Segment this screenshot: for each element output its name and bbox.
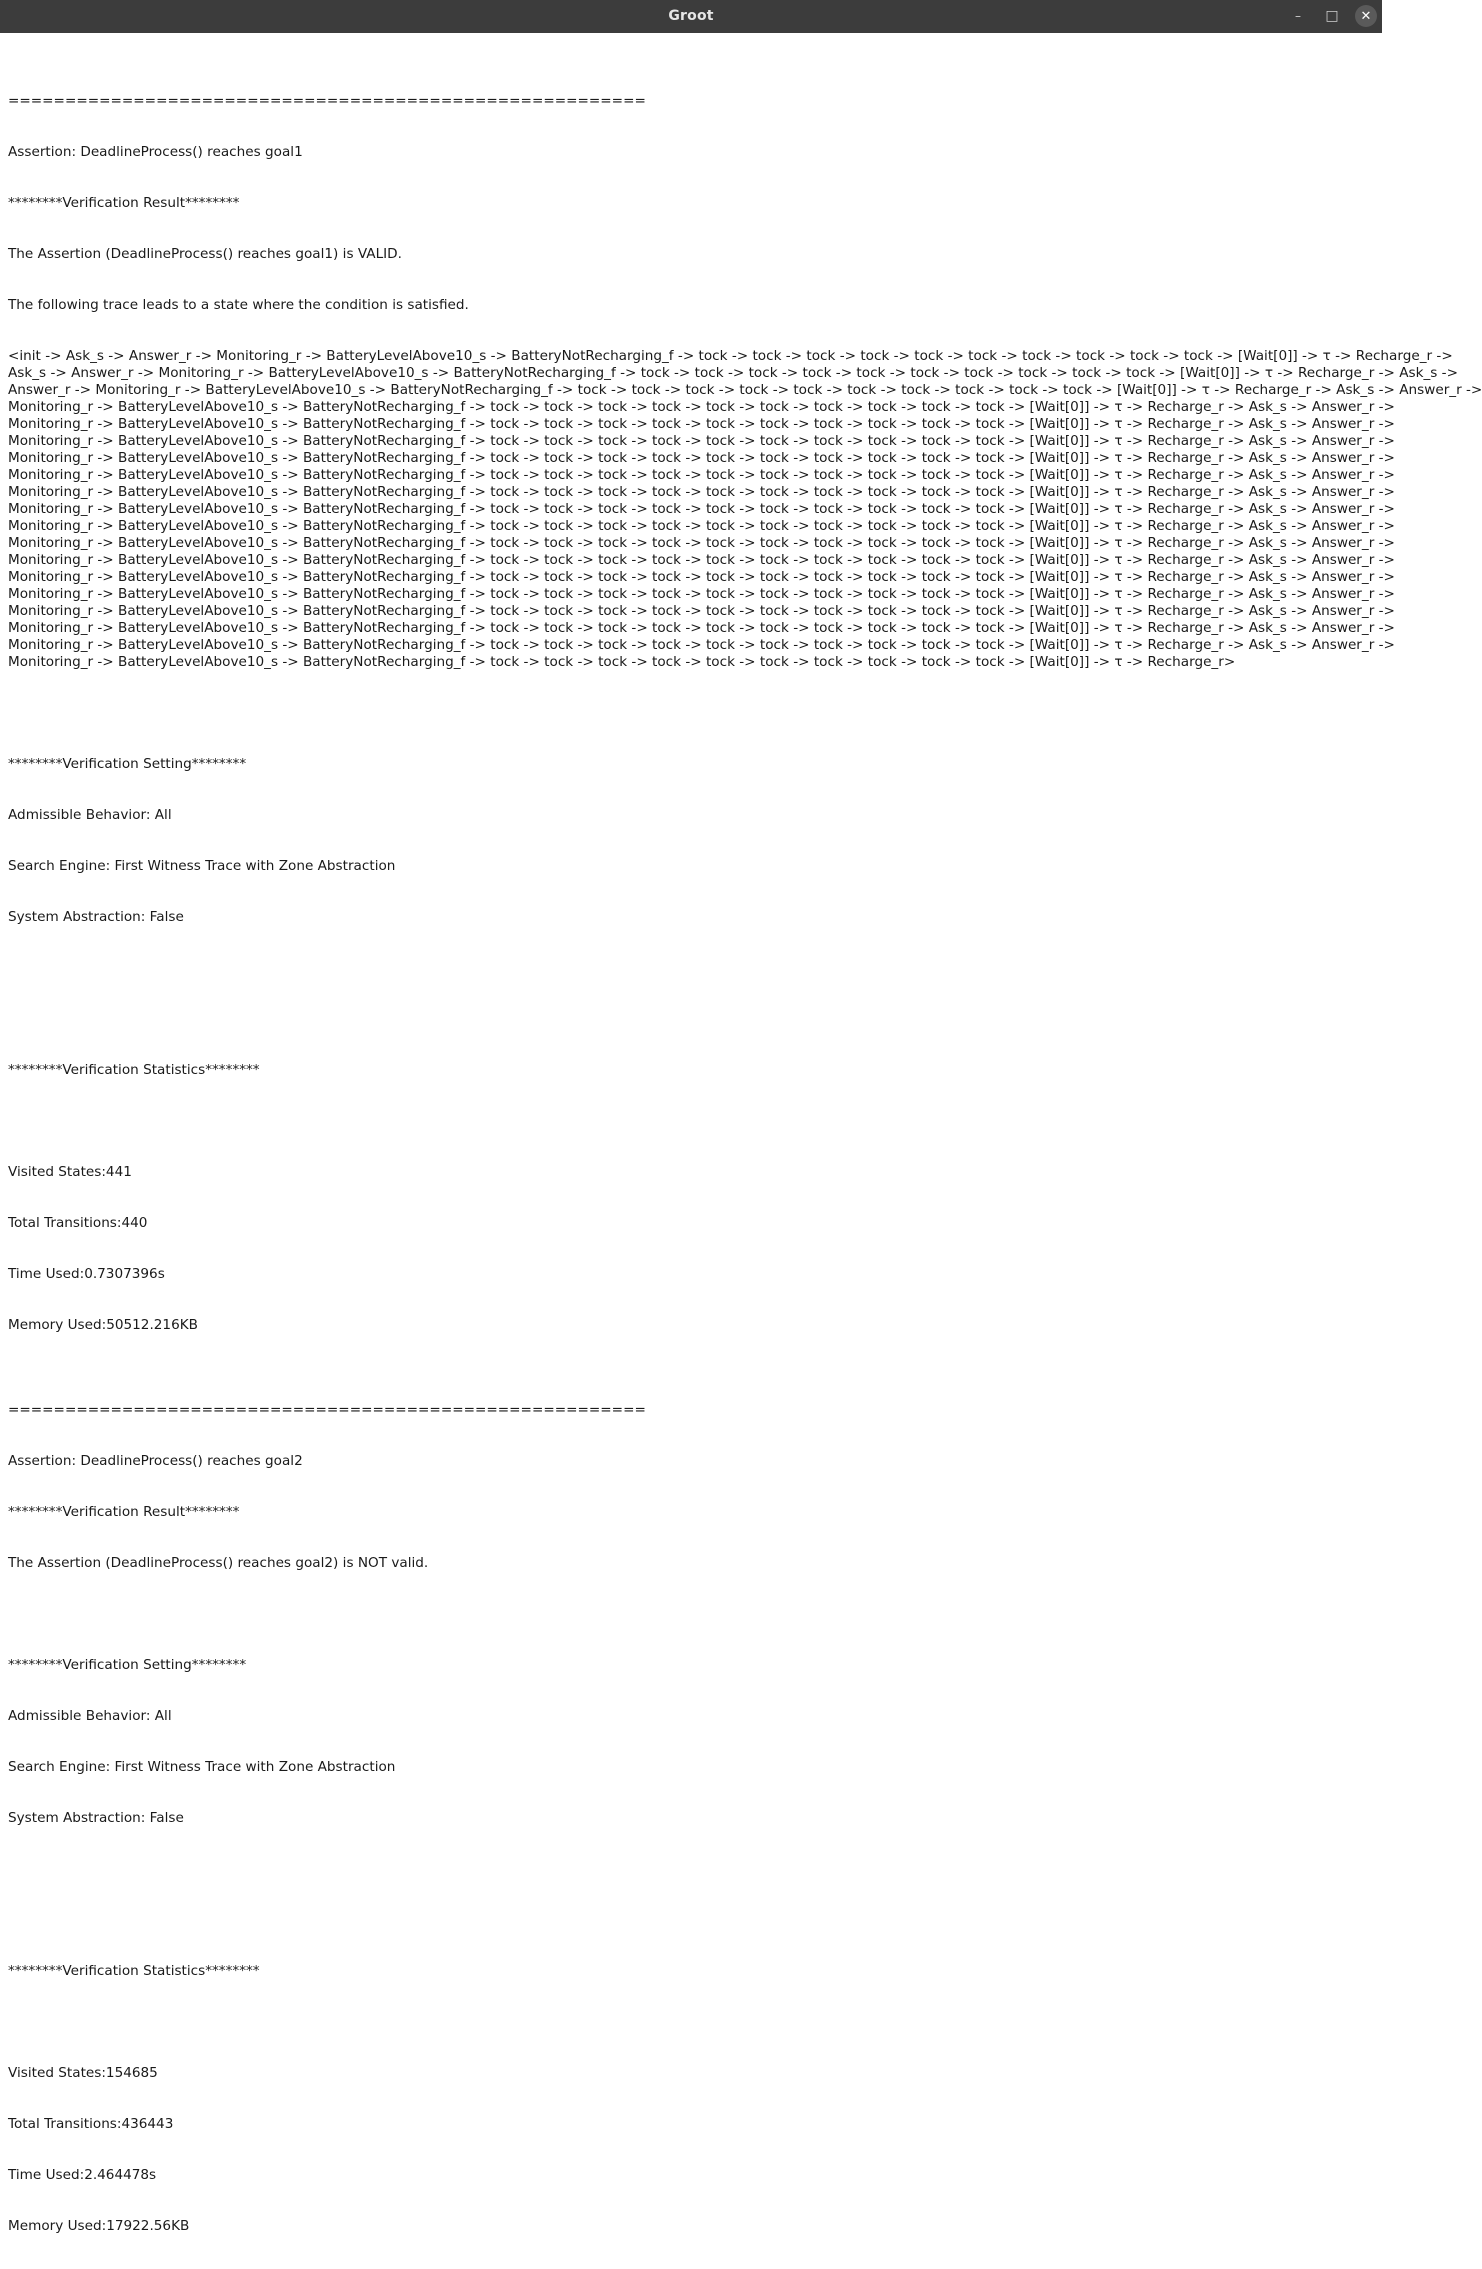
trace-line: <init -> Ask_s -> Answer_r -> Monitoring_r -> BatteryLevelAbove10_s -> BatteryNotRecharging_f -> tock -> tock -> tock -> tock -> tock -> tock -> tock -> tock -> tock -> tock -> [Wait[0]] -> τ -> Recharge_r -> [8, 348, 1453, 364]
time-used: Time Used:2.464478s [8, 2167, 157, 2183]
separator-line: ======================================================== [8, 93, 646, 109]
trace-line: Monitoring_r -> BatteryLevelAbove10_s -> BatteryNotRecharging_f -> tock -> tock -> tock -> tock -> tock -> tock -> tock -> tock -> tock -> tock -> [Wait[0]] -> τ -> Recharge_r -> Ask_s -> Answer_r -> [8, 501, 1395, 517]
trace-line: Monitoring_r -> BatteryLevelAbove10_s -> BatteryNotRecharging_f -> tock -> tock -> tock -> tock -> tock -> tock -> tock -> tock -> tock -> tock -> [Wait[0]] -> τ -> Recharge_r> [8, 654, 1236, 670]
system-abstraction: System Abstraction: False [8, 909, 184, 925]
result-header: ********Verification Result******** [8, 195, 240, 211]
blank-line [8, 1606, 1378, 1623]
memory-used: Memory Used:17922.56KB [8, 2218, 190, 2234]
blank-line [8, 2014, 1378, 2031]
trace-line: Ask_s -> Answer_r -> Monitoring_r -> BatteryLevelAbove10_s -> BatteryNotRecharging_f -> tock -> tock -> tock -> tock -> tock -> tock -> tock -> tock -> tock -> tock -> [Wait[0]] -> τ -> Recharge_r -> Ask_s -> [8, 365, 1458, 381]
blank-line [8, 1861, 1378, 1878]
title-bar[interactable] [0, 0, 1382, 33]
statistics-header: ********Verification Statistics******** [8, 1963, 260, 1979]
visited-states: Visited States:154685 [8, 2065, 158, 2081]
system-abstraction: System Abstraction: False [8, 1810, 184, 1826]
trace-line: Monitoring_r -> BatteryLevelAbove10_s -> BatteryNotRecharging_f -> tock -> tock -> tock -> tock -> tock -> tock -> tock -> tock -> tock -> tock -> [Wait[0]] -> τ -> Recharge_r -> Ask_s -> Answer_r -> [8, 603, 1395, 619]
memory-used: Memory Used:50512.216KB [8, 1317, 198, 1333]
time-used: Time Used:0.7307396s [8, 1266, 165, 1282]
admissible-behavior: Admissible Behavior: All [8, 807, 172, 823]
trace-line: Monitoring_r -> BatteryLevelAbove10_s -> BatteryNotRecharging_f -> tock -> tock -> tock -> tock -> tock -> tock -> tock -> tock -> tock -> tock -> [Wait[0]] -> τ -> Recharge_r -> Ask_s -> Answer_r -> [8, 586, 1395, 602]
result-header: ********Verification Result******** [8, 1504, 240, 1520]
close-button[interactable] [1355, 5, 1377, 27]
close-icon: ✕ [1360, 8, 1372, 24]
blank-line [8, 960, 1378, 977]
maximize-button[interactable] [1321, 5, 1343, 27]
window-title: Groot [668, 8, 714, 24]
minimize-button[interactable] [1287, 5, 1309, 27]
minimize-icon: – [1295, 9, 1301, 23]
visited-states: Visited States:441 [8, 1164, 132, 1180]
blank-line [8, 1113, 1378, 1130]
trace-line: Monitoring_r -> BatteryLevelAbove10_s -> BatteryNotRecharging_f -> tock -> tock -> tock -> tock -> tock -> tock -> tock -> tock -> tock -> tock -> [Wait[0]] -> τ -> Recharge_r -> Ask_s -> Answer_r -> [8, 535, 1395, 551]
trace-line: Monitoring_r -> BatteryLevelAbove10_s -> BatteryNotRecharging_f -> tock -> tock -> tock -> tock -> tock -> tock -> tock -> tock -> tock -> tock -> [Wait[0]] -> τ -> Recharge_r -> Ask_s -> Answer_r -> [8, 637, 1395, 653]
setting-header: ********Verification Setting******** [8, 1657, 247, 1673]
admissible-behavior: Admissible Behavior: All [8, 1708, 172, 1724]
trace-line: Monitoring_r -> BatteryLevelAbove10_s -> BatteryNotRecharging_f -> tock -> tock -> tock -> tock -> tock -> tock -> tock -> tock -> tock -> tock -> [Wait[0]] -> τ -> Recharge_r -> Ask_s -> Answer_r -> [8, 569, 1395, 585]
trace-line: Monitoring_r -> BatteryLevelAbove10_s -> BatteryNotRecharging_f -> tock -> tock -> tock -> tock -> tock -> tock -> tock -> tock -> tock -> tock -> [Wait[0]] -> τ -> Recharge_r -> Ask_s -> Answer_r -> [8, 620, 1395, 636]
result-text: The Assertion (DeadlineProcess() reaches goal1) is VALID. [8, 246, 402, 262]
maximize-icon: □ [1325, 8, 1339, 24]
assertion-label: Assertion: DeadlineProcess() reaches goal1 [8, 144, 303, 160]
trace-line: Monitoring_r -> BatteryLevelAbove10_s -> BatteryNotRecharging_f -> tock -> tock -> tock -> tock -> tock -> tock -> tock -> tock -> tock -> tock -> [Wait[0]] -> τ -> Recharge_r -> Ask_s -> Answer_r -> [8, 467, 1395, 483]
total-transitions: Total Transitions:440 [8, 1215, 148, 1231]
trace-line: Monitoring_r -> BatteryLevelAbove10_s -> BatteryNotRecharging_f -> tock -> tock -> tock -> tock -> tock -> tock -> tock -> tock -> tock -> tock -> [Wait[0]] -> τ -> Recharge_r -> Ask_s -> Answer_r -> [8, 416, 1395, 432]
trace-intro: The following trace leads to a state where the condition is satisfied. [8, 297, 469, 313]
blank-line [8, 705, 1378, 722]
search-engine: Search Engine: First Witness Trace with Zone Abstraction [8, 858, 396, 874]
blank-line [8, 1011, 1378, 1028]
trace-line: Monitoring_r -> BatteryLevelAbove10_s -> BatteryNotRecharging_f -> tock -> tock -> tock -> tock -> tock -> tock -> tock -> tock -> tock -> tock -> [Wait[0]] -> τ -> Recharge_r -> Ask_s -> Answer_r -> [8, 552, 1395, 568]
result-text: The Assertion (DeadlineProcess() reaches goal2) is NOT valid. [8, 1555, 429, 1571]
trace-line: Monitoring_r -> BatteryLevelAbove10_s -> BatteryNotRecharging_f -> tock -> tock -> tock -> tock -> tock -> tock -> tock -> tock -> tock -> tock -> [Wait[0]] -> τ -> Recharge_r -> Ask_s -> Answer_r -> [8, 450, 1395, 466]
setting-header: ********Verification Setting******** [8, 756, 247, 772]
assertion-label: Assertion: DeadlineProcess() reaches goal2 [8, 1453, 303, 1469]
total-transitions: Total Transitions:436443 [8, 2116, 174, 2132]
trace-line: Monitoring_r -> BatteryLevelAbove10_s -> BatteryNotRecharging_f -> tock -> tock -> tock -> tock -> tock -> tock -> tock -> tock -> tock -> tock -> [Wait[0]] -> τ -> Recharge_r -> Ask_s -> Answer_r -> [8, 484, 1395, 500]
trace-block [8, 348, 1482, 671]
separator-line: ======================================================== [8, 1402, 646, 1418]
trace-line: Monitoring_r -> BatteryLevelAbove10_s -> BatteryNotRecharging_f -> tock -> tock -> tock -> tock -> tock -> tock -> tock -> tock -> tock -> tock -> [Wait[0]] -> τ -> Recharge_r -> Ask_s -> Answer_r -> [8, 399, 1395, 415]
trace-line: Answer_r -> Monitoring_r -> BatteryLevelAbove10_s -> BatteryNotRecharging_f -> tock -> tock -> tock -> tock -> tock -> tock -> tock -> tock -> tock -> tock -> [Wait[0]] -> τ -> Recharge_r -> Ask_s -> Answer_r -> [8, 382, 1482, 398]
output-text-area[interactable] [8, 42, 1482, 2234]
trace-line: Monitoring_r -> BatteryLevelAbove10_s -> BatteryNotRecharging_f -> tock -> tock -> tock -> tock -> tock -> tock -> tock -> tock -> tock -> tock -> [Wait[0]] -> τ -> Recharge_r -> Ask_s -> Answer_r -> [8, 433, 1395, 449]
search-engine: Search Engine: First Witness Trace with Zone Abstraction [8, 1759, 396, 1775]
trace-line: Monitoring_r -> BatteryLevelAbove10_s -> BatteryNotRecharging_f -> tock -> tock -> tock -> tock -> tock -> tock -> tock -> tock -> tock -> tock -> [Wait[0]] -> τ -> Recharge_r -> Ask_s -> Answer_r -> [8, 518, 1395, 534]
blank-line [8, 1912, 1378, 1929]
statistics-header: ********Verification Statistics******** [8, 1062, 260, 1078]
